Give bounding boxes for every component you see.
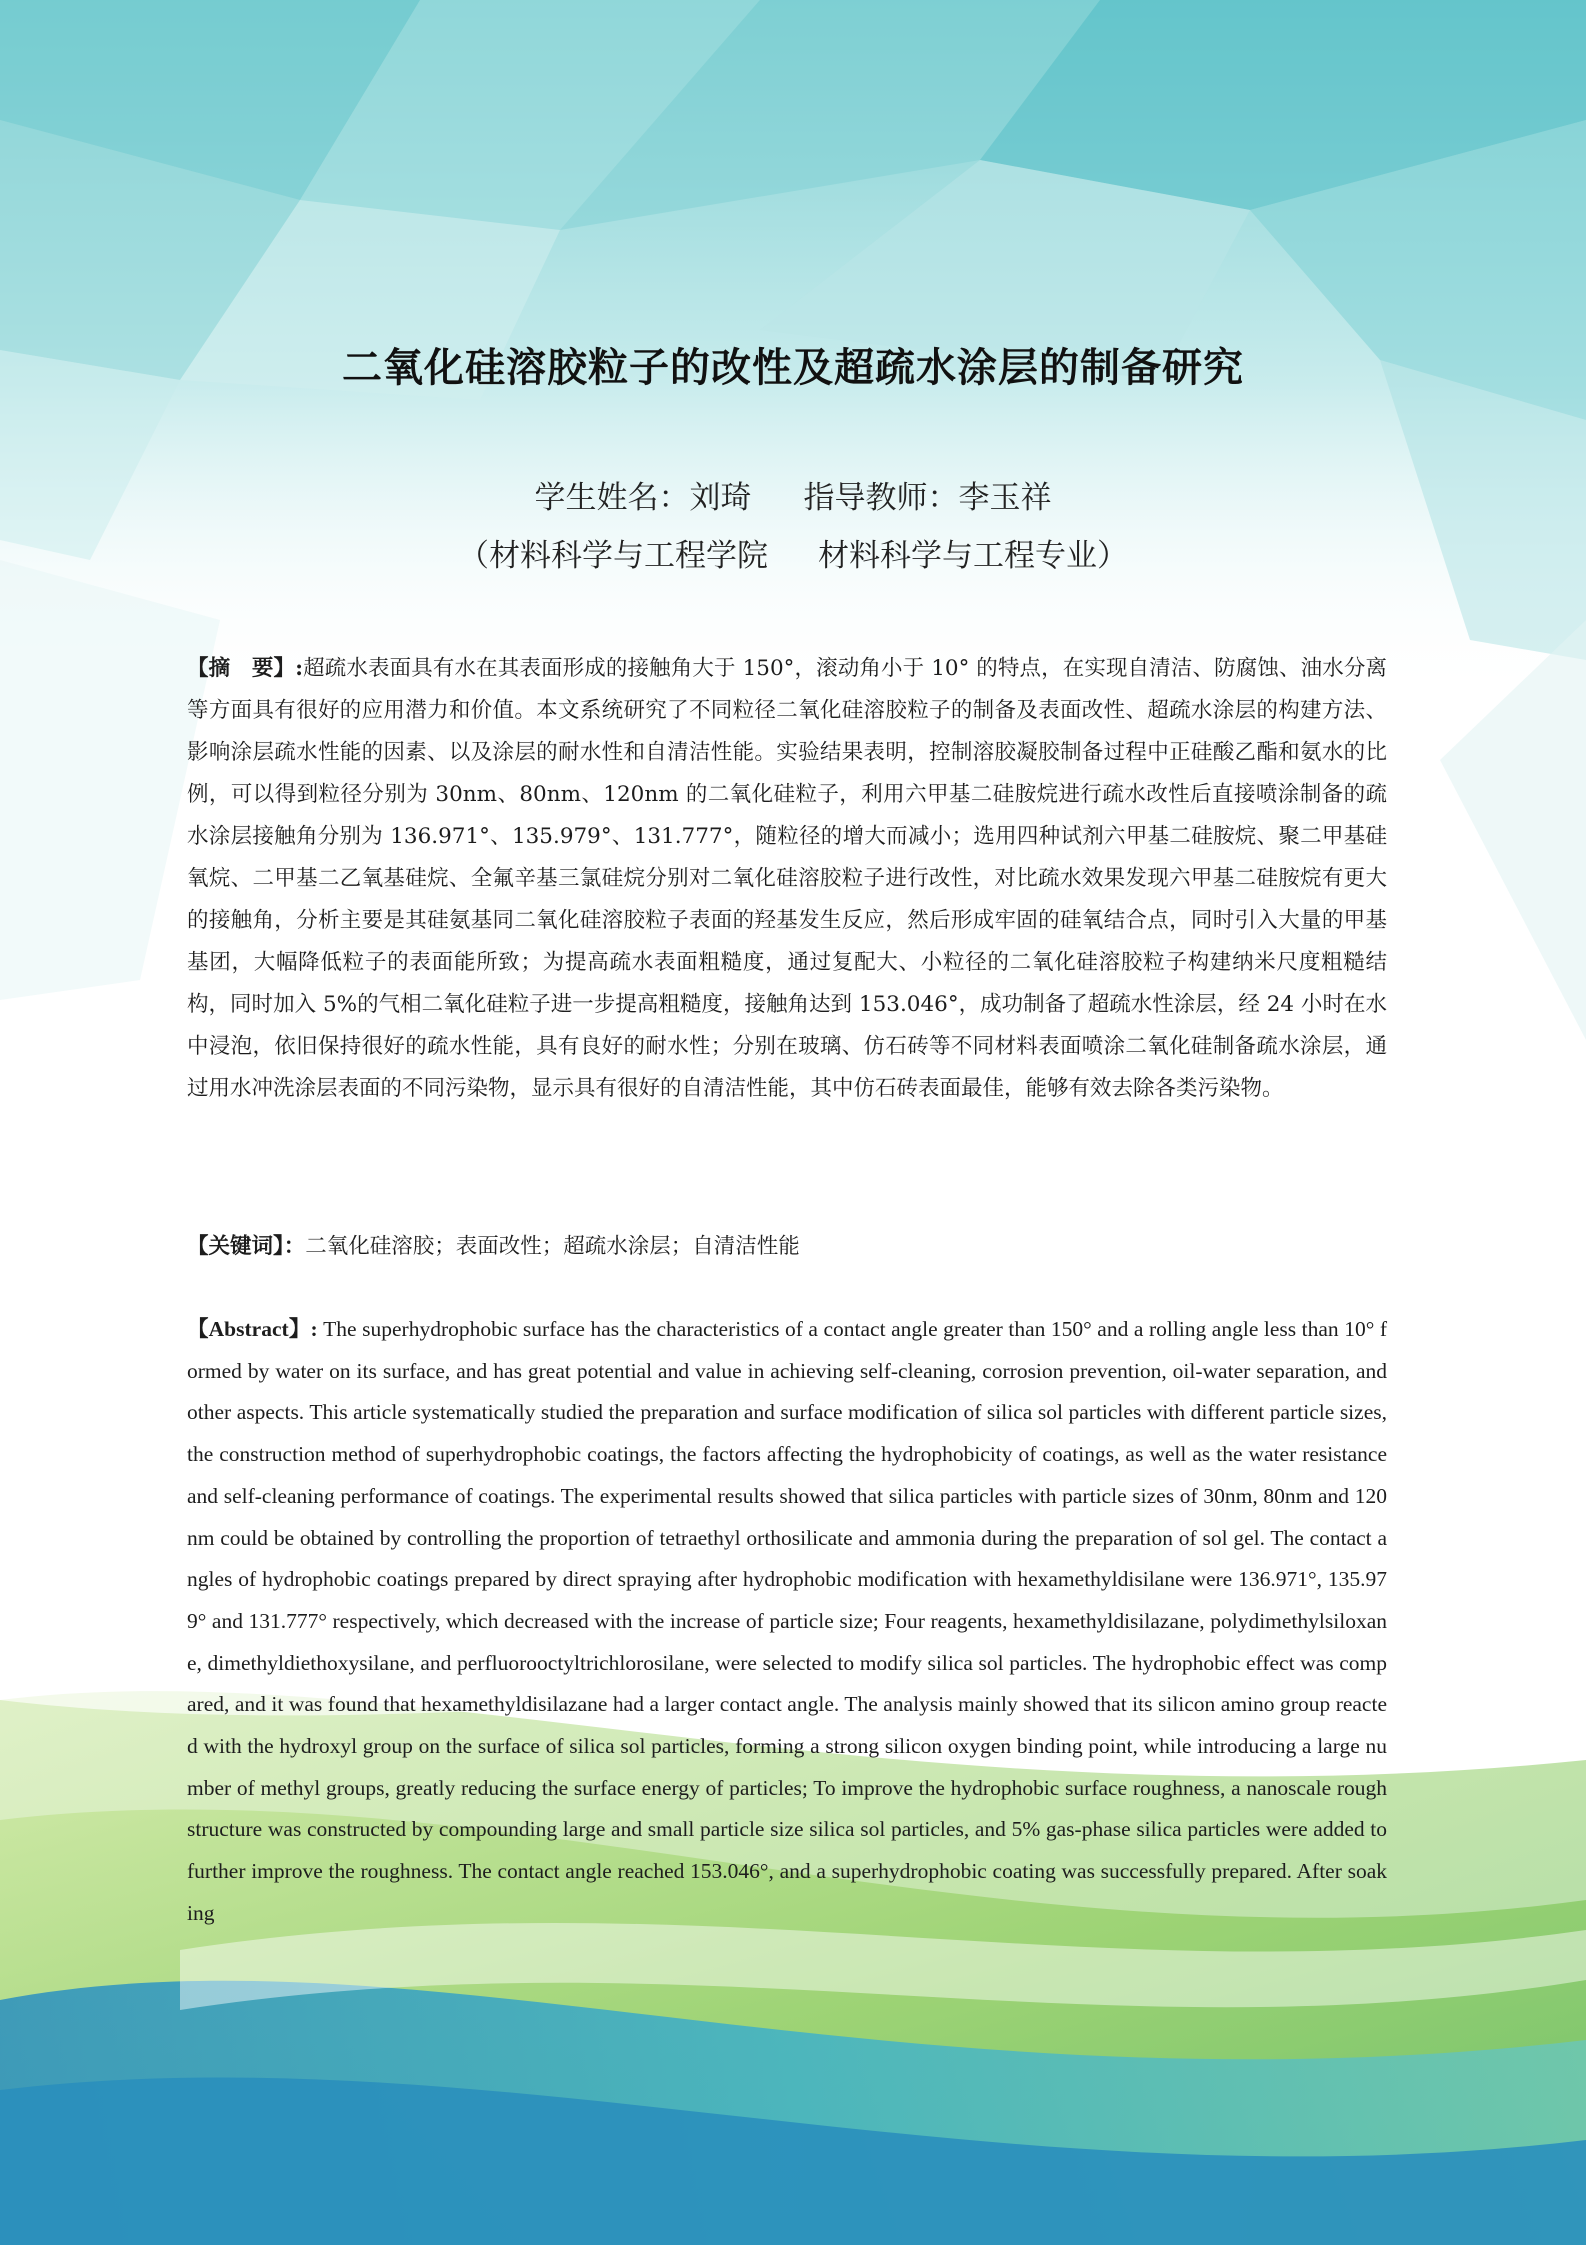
affiliation-major: 材料科学与工程专业	[818, 538, 1097, 574]
advisor-name: 指导教师：李玉祥	[803, 480, 1052, 516]
keywords-label: 【关键词】：	[187, 1234, 306, 1259]
affiliation-line	[0, 530, 1586, 575]
author-line	[0, 472, 1586, 517]
paper-title: 二氧化硅溶胶粒子的改性及超疏水涂层的制备研究	[342, 345, 1244, 391]
abstract-chinese-text: 超疏水表面具有水在其表面形成的接触角大于 150°，滚动角小于 10° 的特点，在实现自清洁、防腐蚀、油水分离等方面具有很好的应用潜力和价值。本文系统研究了不同粒径二氧化硅溶胶粒子的制备及表面改性、超疏水涂层的构建方法、影响涂层疏水性能的因素、以及涂层的耐水性和自清洁性能。实验结果表明，控制溶胶凝胶制备过程中正硅酸乙酯和氨水的比例，可以得到粒径分别为 30nm、80nm、120nm 的二氧化硅粒子，利用六甲基二硅胺烷进行疏水改性后直接喷涂制备的疏水涂层接触角分别为 136.971°、135.979°、131.777°，随粒径的增大而减小；选用四种试剂六甲基二硅胺烷、聚二甲基硅氧烷、二甲基二乙氧基硅烷、全氟辛基三氯硅烷分别对二氧化硅溶胶粒子进行改性，对比疏水效果发现六甲基二硅胺烷有更大的接触角，分析主要是其硅氨基同二氧化硅溶胶粒子表面的羟基发生反应，然后形成牢固的硅氧结合点，同时引入大量的甲基基团，大幅降低粒子的表面能所致；为提高疏水表面粗糙度，通过复配大、小粒径的二氧化硅溶胶粒子构建纳米尺度粗糙结构，同时加入 5%的气相二氧化硅粒子进一步提高粗糙度，接触角达到 153.046°，成功制备了超疏水性涂层，经 24 小时在水中浸泡，依旧保持很好的疏水性能，具有良好的耐水性；分别在玻璃、仿石砖等不同材料表面喷涂二氧化硅制备疏水涂层，通过用水冲洗涂层表面的不同污染物，显示具有很好的自清洁性能，其中仿石砖表面最佳，能够有效去除各类污染物。	[187, 656, 1388, 1101]
affiliation-close-paren: ）	[1097, 538, 1128, 574]
keywords-text: 二氧化硅溶胶；表面改性；超疏水涂层；自清洁性能	[305, 1234, 800, 1259]
abstract-english-text: The superhydrophobic surface has the characteristics of a contact angle greater than 150° and a rolling angle less than 10° formed by water on its surface, and has great potential and value in achieving self-cleaning, corrosion prevention, oil-water separation, and other aspects. This article systematically studied the preparation and surface modification of silica sol particles with different particle sizes, the construction method of superhydrophobic coatings, the factors affecting the hydrophobicity of coatings, as well as the water resistance and self-cleaning performance of coatings. The experimental results showed that silica particles with particle sizes of 30nm, 80nm and 120nm could be obtained by controlling the proportion of tetraethyl orthosilicate and ammonia during the preparation of sol gel. The contact angles of hydrophobic coatings prepared by direct spraying after hydrophobic modification with hexamethyldisilane were 136.971°, 135.979° and 131.777° respectively, which decreased with the increase of particle size; Four reagents, hexamethyldisilazane, polydimethylsiloxane, dimethyldiethoxysilane, and perfluorooctyltrichlorosilane, were selected to modify silica sol particles. The hydrophobic effect was compared, and it was found that hexamethyldisilazane had a larger contact angle. The analysis mainly showed that its silicon amino group reacted with the hydroxyl group on the surface of silica sol particles, forming a strong silicon oxygen binding point, while introducing a large number of methyl groups, greatly reducing the surface energy of particles; To improve the hydrophobic surface roughness, a nanoscale rough structure was constructed by compounding large and small particle size silica sol particles, and 5% gas-phase silica particles were added to further improve the roughness. The contact angle reached 153.046°, and a superhydrophobic coating was successfully prepared. After soaking	[187, 1317, 1388, 1925]
abstract-english-label: 【Abstract】:	[187, 1317, 318, 1341]
keywords-chinese	[187, 1226, 1387, 1268]
abstract-chinese-label: 【摘 要】:	[187, 656, 304, 681]
student-name: 学生姓名：刘琦	[534, 480, 752, 516]
abstract-english	[187, 1309, 1387, 1935]
affiliation-open-paren: （	[458, 538, 489, 574]
affiliation-college: 材料科学与工程学院	[489, 538, 768, 574]
abstract-chinese	[187, 648, 1387, 1110]
